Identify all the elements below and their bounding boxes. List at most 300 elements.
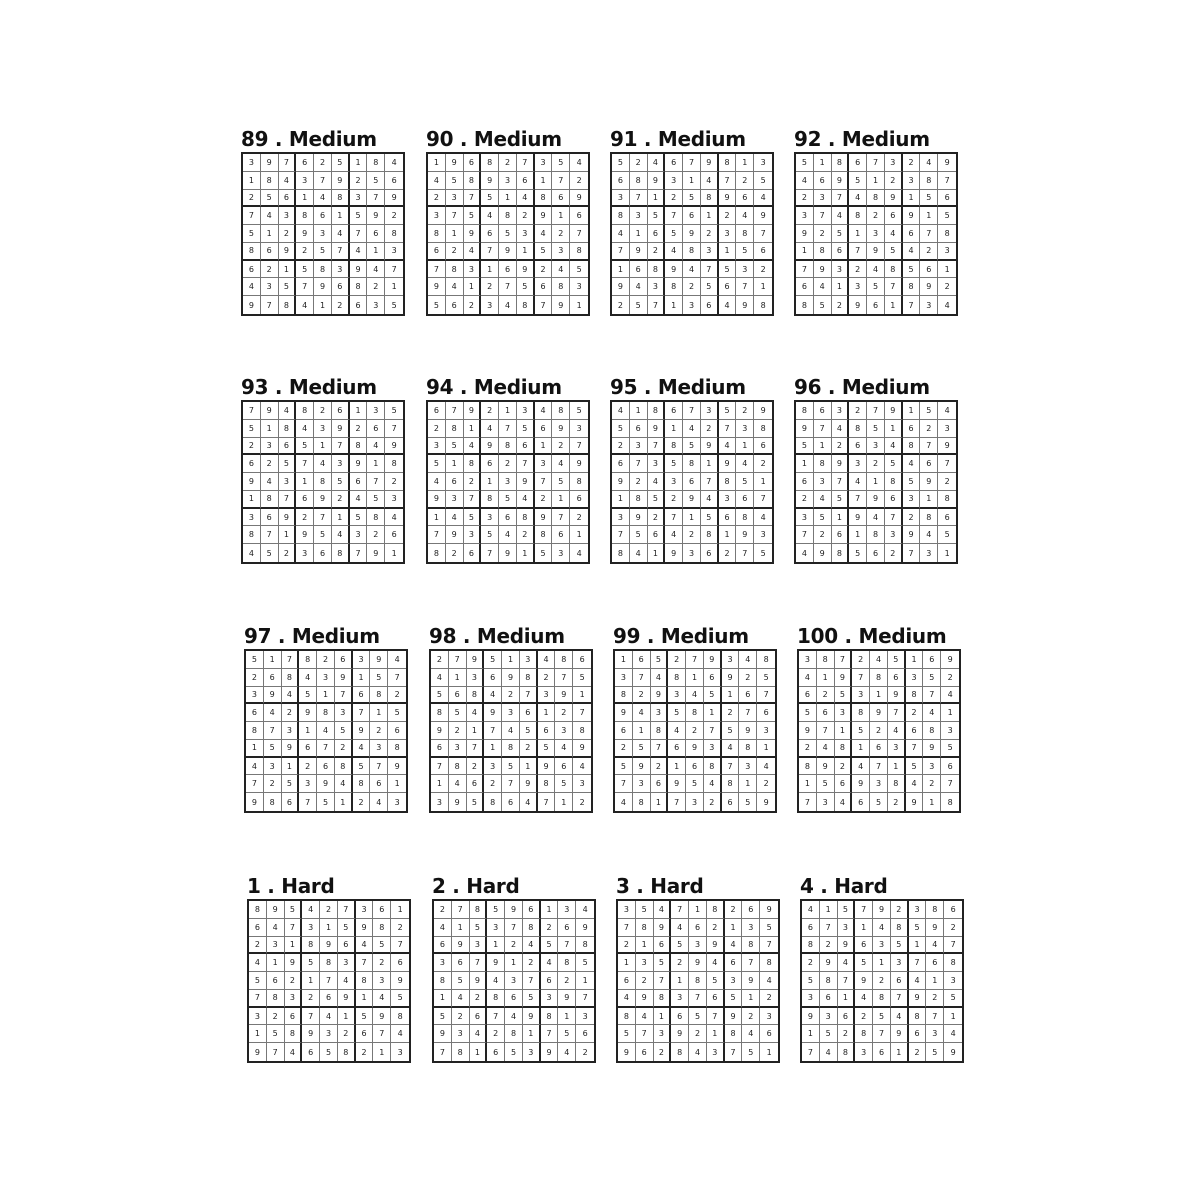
grid-cell: 6: [820, 990, 838, 1008]
grid-cell: 8: [852, 704, 870, 722]
grid-cell: 9: [523, 1008, 541, 1026]
grid-cell: 1: [796, 455, 814, 473]
sudoku-grid: [426, 400, 590, 564]
grid-cell: 9: [651, 687, 669, 705]
grid-cell: 6: [817, 704, 835, 722]
grid-cell: 7: [576, 990, 594, 1008]
grid-cell: 4: [499, 526, 517, 544]
grid-cell: 1: [701, 207, 719, 225]
grid-cell: 7: [832, 190, 850, 208]
grid-cell: 4: [923, 704, 941, 722]
puzzle-difficulty: Hard: [834, 874, 888, 898]
grid-cell: 3: [651, 704, 669, 722]
grid-cell: 2: [796, 190, 814, 208]
grid-cell: 7: [867, 154, 885, 172]
grid-cell: 4: [385, 154, 403, 172]
grid-cell: 6: [832, 526, 850, 544]
grid-cell: 8: [285, 1025, 303, 1043]
grid-cell: 9: [817, 758, 835, 776]
grid-cell: 5: [523, 990, 541, 1008]
grid-cell: 7: [838, 972, 856, 990]
grid-cell: 4: [944, 1025, 962, 1043]
grid-cell: 4: [615, 793, 633, 811]
grid-cell: 6: [246, 704, 264, 722]
grid-cell: 3: [754, 526, 772, 544]
grid-cell: 1: [799, 775, 817, 793]
grid-cell: 9: [470, 972, 488, 990]
grid-cell: 5: [796, 154, 814, 172]
puzzle-difficulty: Medium: [291, 624, 380, 648]
grid-cell: 4: [852, 758, 870, 776]
grid-cell: 7: [434, 1043, 452, 1061]
grid-cell: 6: [920, 455, 938, 473]
grid-cell: 1: [264, 651, 282, 669]
grid-cell: 2: [428, 420, 446, 438]
grid-cell: 7: [683, 154, 701, 172]
grid-cell: 5: [920, 190, 938, 208]
grid-cell: 7: [920, 225, 938, 243]
sudoku-grid: [797, 649, 961, 813]
grid-cell: 4: [689, 1043, 707, 1061]
grid-cell: 4: [683, 261, 701, 279]
grid-cell: 5: [722, 722, 740, 740]
grid-cell: 9: [855, 972, 873, 990]
grid-cell: 6: [517, 438, 535, 456]
grid-cell: 1: [505, 954, 523, 972]
grid-cell: 2: [612, 438, 630, 456]
grid-cell: 7: [736, 544, 754, 562]
grid-cell: 1: [299, 722, 317, 740]
grid-cell: 1: [535, 438, 553, 456]
grid-cell: 3: [350, 190, 368, 208]
grid-cell: 1: [867, 172, 885, 190]
grid-cell: 6: [903, 420, 921, 438]
grid-cell: 3: [487, 919, 505, 937]
grid-cell: 3: [367, 402, 385, 420]
grid-cell: 8: [855, 1025, 873, 1043]
grid-cell: 4: [499, 296, 517, 314]
grid-cell: 9: [950, 1047, 956, 1057]
grid-cell: 7: [725, 1043, 743, 1061]
grid-cell: 8: [891, 919, 909, 937]
grid-cell: 9: [926, 919, 944, 937]
grid-cell: 8: [867, 526, 885, 544]
grid-cell: 3: [909, 901, 927, 919]
grid-cell: 1: [261, 420, 279, 438]
grid-cell: 6: [576, 1025, 594, 1043]
grid-cell: 3: [385, 243, 403, 261]
grid-cell: 2: [920, 420, 938, 438]
grid-cell: 5: [535, 243, 553, 261]
grid-cell: 1: [434, 990, 452, 1008]
grid-cell: 7: [817, 722, 835, 740]
grid-cell: 9: [867, 491, 885, 509]
grid-cell: 9: [282, 740, 300, 758]
grid-cell: 5: [736, 473, 754, 491]
grid-cell: 5: [683, 438, 701, 456]
grid-cell: 7: [452, 901, 470, 919]
grid-cell: 9: [446, 526, 464, 544]
title-separator: .: [629, 874, 651, 898]
grid-cell: 2: [449, 722, 467, 740]
puzzle-title: [797, 623, 965, 649]
grid-cell: 9: [296, 526, 314, 544]
grid-cell: 7: [835, 651, 853, 669]
grid-cell: 1: [838, 990, 856, 1008]
grid-cell: 8: [903, 438, 921, 456]
grid-cell: 8: [633, 793, 651, 811]
grid-cell: 9: [920, 473, 938, 491]
grid-cell: 1: [832, 278, 850, 296]
grid-cell: 4: [719, 296, 737, 314]
grid-cell: 7: [385, 261, 403, 279]
grid-cell: 2: [350, 172, 368, 190]
grid-cell: 3: [683, 544, 701, 562]
grid-cell: 6: [385, 172, 403, 190]
grid-cell: 7: [909, 954, 927, 972]
grid-cell: 9: [296, 225, 314, 243]
grid-cell: 1: [353, 669, 371, 687]
grid-cell: 8: [796, 296, 814, 314]
grid-cell: 7: [314, 509, 332, 527]
grid-cell: 6: [332, 278, 350, 296]
grid-cell: 3: [314, 225, 332, 243]
puzzle-title: [794, 126, 962, 152]
grid-cell: 8: [282, 669, 300, 687]
grid-cell: 1: [296, 190, 314, 208]
grid-cell: 5: [941, 740, 959, 758]
grid-cell: 3: [367, 296, 385, 314]
grid-cell: 4: [618, 990, 636, 1008]
grid-cell: 9: [279, 243, 297, 261]
grid-cell: 1: [754, 278, 772, 296]
grid-cell: 7: [517, 154, 535, 172]
grid-cell: 2: [855, 1008, 873, 1026]
grid-cell: 7: [701, 261, 719, 279]
grid-cell: 8: [314, 473, 332, 491]
puzzle-difficulty: Medium: [473, 375, 562, 399]
grid-cell: 1: [449, 669, 467, 687]
grid-cell: 9: [760, 901, 778, 919]
grid-cell: 2: [668, 651, 686, 669]
grid-cell: 4: [299, 669, 317, 687]
title-separator: .: [637, 127, 658, 151]
grid-cell: 1: [704, 704, 722, 722]
grid-cell: 4: [888, 722, 906, 740]
grid-cell: 2: [285, 972, 303, 990]
grid-cell: 6: [739, 687, 757, 705]
grid-cell: 3: [570, 420, 588, 438]
grid-cell: 1: [665, 420, 683, 438]
grid-cell: 5: [867, 278, 885, 296]
puzzle-difficulty: Medium: [476, 624, 565, 648]
grid-cell: 1: [573, 687, 591, 705]
grid-cell: 1: [385, 278, 403, 296]
grid-cell: 2: [446, 544, 464, 562]
grid-cell: 5: [499, 491, 517, 509]
grid-cell: 5: [431, 687, 449, 705]
grid-cell: 3: [576, 1008, 594, 1026]
grid-cell: 3: [243, 509, 261, 527]
grid-cell: 3: [446, 190, 464, 208]
grid-cell: 2: [282, 704, 300, 722]
grid-cell: 7: [906, 740, 924, 758]
grid-cell: 7: [648, 296, 666, 314]
grid-cell: 8: [612, 544, 630, 562]
grid-cell: 6: [686, 758, 704, 776]
grid-cell: 2: [517, 207, 535, 225]
grid-cell: 5: [296, 261, 314, 279]
grid-cell: 3: [867, 438, 885, 456]
grid-cell: 8: [701, 190, 719, 208]
grid-cell: 6: [555, 758, 573, 776]
grid-cell: 2: [350, 420, 368, 438]
grid-cell: 4: [338, 972, 356, 990]
grid-cell: 7: [431, 758, 449, 776]
puzzle-block: [616, 873, 784, 1063]
puzzle-title: [244, 623, 412, 649]
grid-cell: 7: [707, 1008, 725, 1026]
grid-cell: 4: [941, 687, 959, 705]
grid-cell: 7: [849, 243, 867, 261]
puzzle-number: 97: [244, 624, 272, 648]
grid-cell: 1: [356, 990, 374, 1008]
puzzle-number: 95: [610, 375, 638, 399]
grid-cell: 6: [261, 509, 279, 527]
grid-cell: 1: [648, 544, 666, 562]
grid-cell: 5: [470, 919, 488, 937]
grid-cell: 8: [573, 722, 591, 740]
grid-cell: 7: [742, 954, 760, 972]
grid-cell: 9: [668, 775, 686, 793]
grid-cell: 9: [754, 207, 772, 225]
grid-cell: 4: [538, 651, 556, 669]
grid-cell: 6: [633, 651, 651, 669]
grid-cell: 6: [499, 509, 517, 527]
grid-cell: 3: [538, 687, 556, 705]
grid-cell: 4: [651, 669, 669, 687]
grid-cell: 4: [719, 438, 737, 456]
grid-cell: 1: [817, 669, 835, 687]
grid-cell: 9: [499, 243, 517, 261]
grid-cell: 9: [517, 473, 535, 491]
sudoku-grid: [800, 899, 964, 1063]
grid-cell: 6: [855, 937, 873, 955]
grid-cell: 1: [370, 704, 388, 722]
grid-cell: 8: [296, 207, 314, 225]
grid-cell: 8: [938, 225, 956, 243]
grid-cell: 9: [353, 722, 371, 740]
grid-cell: 3: [814, 473, 832, 491]
grid-cell: 2: [722, 704, 740, 722]
grid-cell: 7: [941, 775, 959, 793]
title-separator: .: [260, 874, 282, 898]
grid-cell: 2: [388, 687, 406, 705]
grid-cell: 3: [906, 669, 924, 687]
grid-cell: 7: [754, 225, 772, 243]
grid-cell: 6: [505, 990, 523, 1008]
grid-cell: 5: [317, 793, 335, 811]
grid-cell: 9: [464, 225, 482, 243]
grid-cell: 1: [630, 402, 648, 420]
grid-cell: 3: [719, 225, 737, 243]
grid-cell: 9: [888, 687, 906, 705]
grid-cell: 5: [370, 669, 388, 687]
grid-cell: 1: [552, 491, 570, 509]
grid-cell: 6: [523, 901, 541, 919]
grid-cell: 2: [802, 954, 820, 972]
grid-cell: 9: [552, 420, 570, 438]
grid-cell: 9: [885, 190, 903, 208]
title-separator: .: [445, 874, 467, 898]
grid-cell: 4: [849, 190, 867, 208]
grid-cell: 7: [517, 455, 535, 473]
puzzle-block: [613, 623, 781, 813]
grid-cell: 3: [285, 990, 303, 1008]
grid-cell: 3: [535, 455, 553, 473]
grid-cell: 2: [867, 455, 885, 473]
grid-cell: 1: [499, 402, 517, 420]
grid-cell: 2: [888, 793, 906, 811]
grid-cell: 2: [689, 1025, 707, 1043]
grid-cell: 2: [719, 544, 737, 562]
puzzle-difficulty: Medium: [657, 375, 746, 399]
grid-cell: 2: [332, 296, 350, 314]
grid-cell: 8: [470, 901, 488, 919]
grid-cell: 2: [332, 491, 350, 509]
grid-cell: 4: [246, 758, 264, 776]
grid-cell: 1: [920, 207, 938, 225]
grid-cell: 7: [481, 544, 499, 562]
puzzle-difficulty: Medium: [660, 624, 749, 648]
grid-cell: 9: [630, 509, 648, 527]
grid-cell: 5: [296, 438, 314, 456]
grid-cell: 1: [926, 972, 944, 990]
grid-cell: 1: [517, 243, 535, 261]
grid-cell: 1: [391, 548, 397, 558]
grid-cell: 5: [630, 526, 648, 544]
title-separator: .: [637, 375, 658, 399]
grid-cell: 8: [926, 901, 944, 919]
grid-cell: 9: [870, 704, 888, 722]
grid-cell: 5: [671, 937, 689, 955]
grid-cell: 1: [941, 704, 959, 722]
grid-cell: 5: [505, 1043, 523, 1061]
puzzle-title: [429, 623, 597, 649]
grid-cell: 1: [332, 207, 350, 225]
grid-cell: 6: [541, 972, 559, 990]
grid-cell: 4: [367, 438, 385, 456]
grid-cell: 5: [648, 207, 666, 225]
grid-cell: 2: [701, 225, 719, 243]
grid-cell: 8: [332, 190, 350, 208]
grid-cell: 9: [505, 901, 523, 919]
grid-cell: 4: [570, 154, 588, 172]
grid-cell: 1: [332, 509, 350, 527]
grid-cell: 5: [926, 1043, 944, 1061]
puzzle-title: [247, 873, 415, 899]
grid-cell: 3: [464, 526, 482, 544]
grid-cell: 3: [552, 243, 570, 261]
grid-cell: 6: [350, 473, 368, 491]
grid-cell: 2: [612, 296, 630, 314]
grid-cell: 4: [535, 402, 553, 420]
grid-cell: 5: [338, 919, 356, 937]
grid-cell: 1: [938, 261, 956, 279]
grid-cell: 4: [576, 901, 594, 919]
grid-cell: 8: [558, 954, 576, 972]
grid-cell: 2: [446, 243, 464, 261]
puzzle-number: 98: [429, 624, 457, 648]
grid-cell: 1: [243, 172, 261, 190]
grid-cell: 3: [719, 491, 737, 509]
grid-cell: 7: [555, 669, 573, 687]
grid-cell: 2: [467, 758, 485, 776]
grid-cell: 3: [299, 775, 317, 793]
grid-cell: 5: [517, 278, 535, 296]
grid-cell: 9: [671, 1025, 689, 1043]
grid-cell: 7: [944, 937, 962, 955]
grid-cell: 6: [802, 919, 820, 937]
grid-cell: 8: [885, 261, 903, 279]
grid-cell: 8: [320, 954, 338, 972]
grid-cell: 7: [428, 526, 446, 544]
grid-cell: 6: [385, 526, 403, 544]
grid-cell: 3: [296, 172, 314, 190]
grid-cell: 5: [570, 261, 588, 279]
grid-cell: 6: [470, 1008, 488, 1026]
grid-cell: 4: [701, 491, 719, 509]
grid-cell: 8: [618, 1008, 636, 1026]
grid-cell: 9: [722, 669, 740, 687]
grid-cell: 6: [446, 296, 464, 314]
grid-cell: 7: [701, 473, 719, 491]
grid-cell: 8: [449, 758, 467, 776]
grid-cell: 9: [701, 154, 719, 172]
grid-cell: 2: [314, 402, 332, 420]
grid-cell: 2: [757, 775, 775, 793]
grid-cell: 6: [832, 243, 850, 261]
grid-cell: 1: [725, 919, 743, 937]
grid-cell: 1: [683, 172, 701, 190]
grid-cell: 7: [719, 172, 737, 190]
grid-cell: 7: [757, 687, 775, 705]
grid-cell: 7: [484, 722, 502, 740]
grid-cell: 8: [552, 402, 570, 420]
grid-cell: 1: [484, 740, 502, 758]
sudoku-grid: [241, 400, 405, 564]
grid-cell: 6: [867, 296, 885, 314]
grid-cell: 4: [243, 544, 261, 562]
grid-cell: 4: [335, 775, 353, 793]
grid-cell: 1: [707, 1025, 725, 1043]
grid-cell: 5: [665, 455, 683, 473]
grid-cell: 6: [487, 1043, 505, 1061]
grid-cell: 4: [870, 651, 888, 669]
grid-cell: 6: [796, 473, 814, 491]
grid-cell: 8: [261, 172, 279, 190]
grid-cell: 2: [885, 544, 903, 562]
grid-cell: 8: [636, 919, 654, 937]
grid-cell: 8: [555, 651, 573, 669]
grid-cell: 2: [920, 243, 938, 261]
grid-cell: 2: [615, 740, 633, 758]
grid-cell: 8: [267, 990, 285, 1008]
grid-cell: 4: [243, 278, 261, 296]
grid-cell: 5: [855, 954, 873, 972]
grid-cell: 4: [391, 1025, 409, 1043]
grid-cell: 5: [938, 207, 956, 225]
